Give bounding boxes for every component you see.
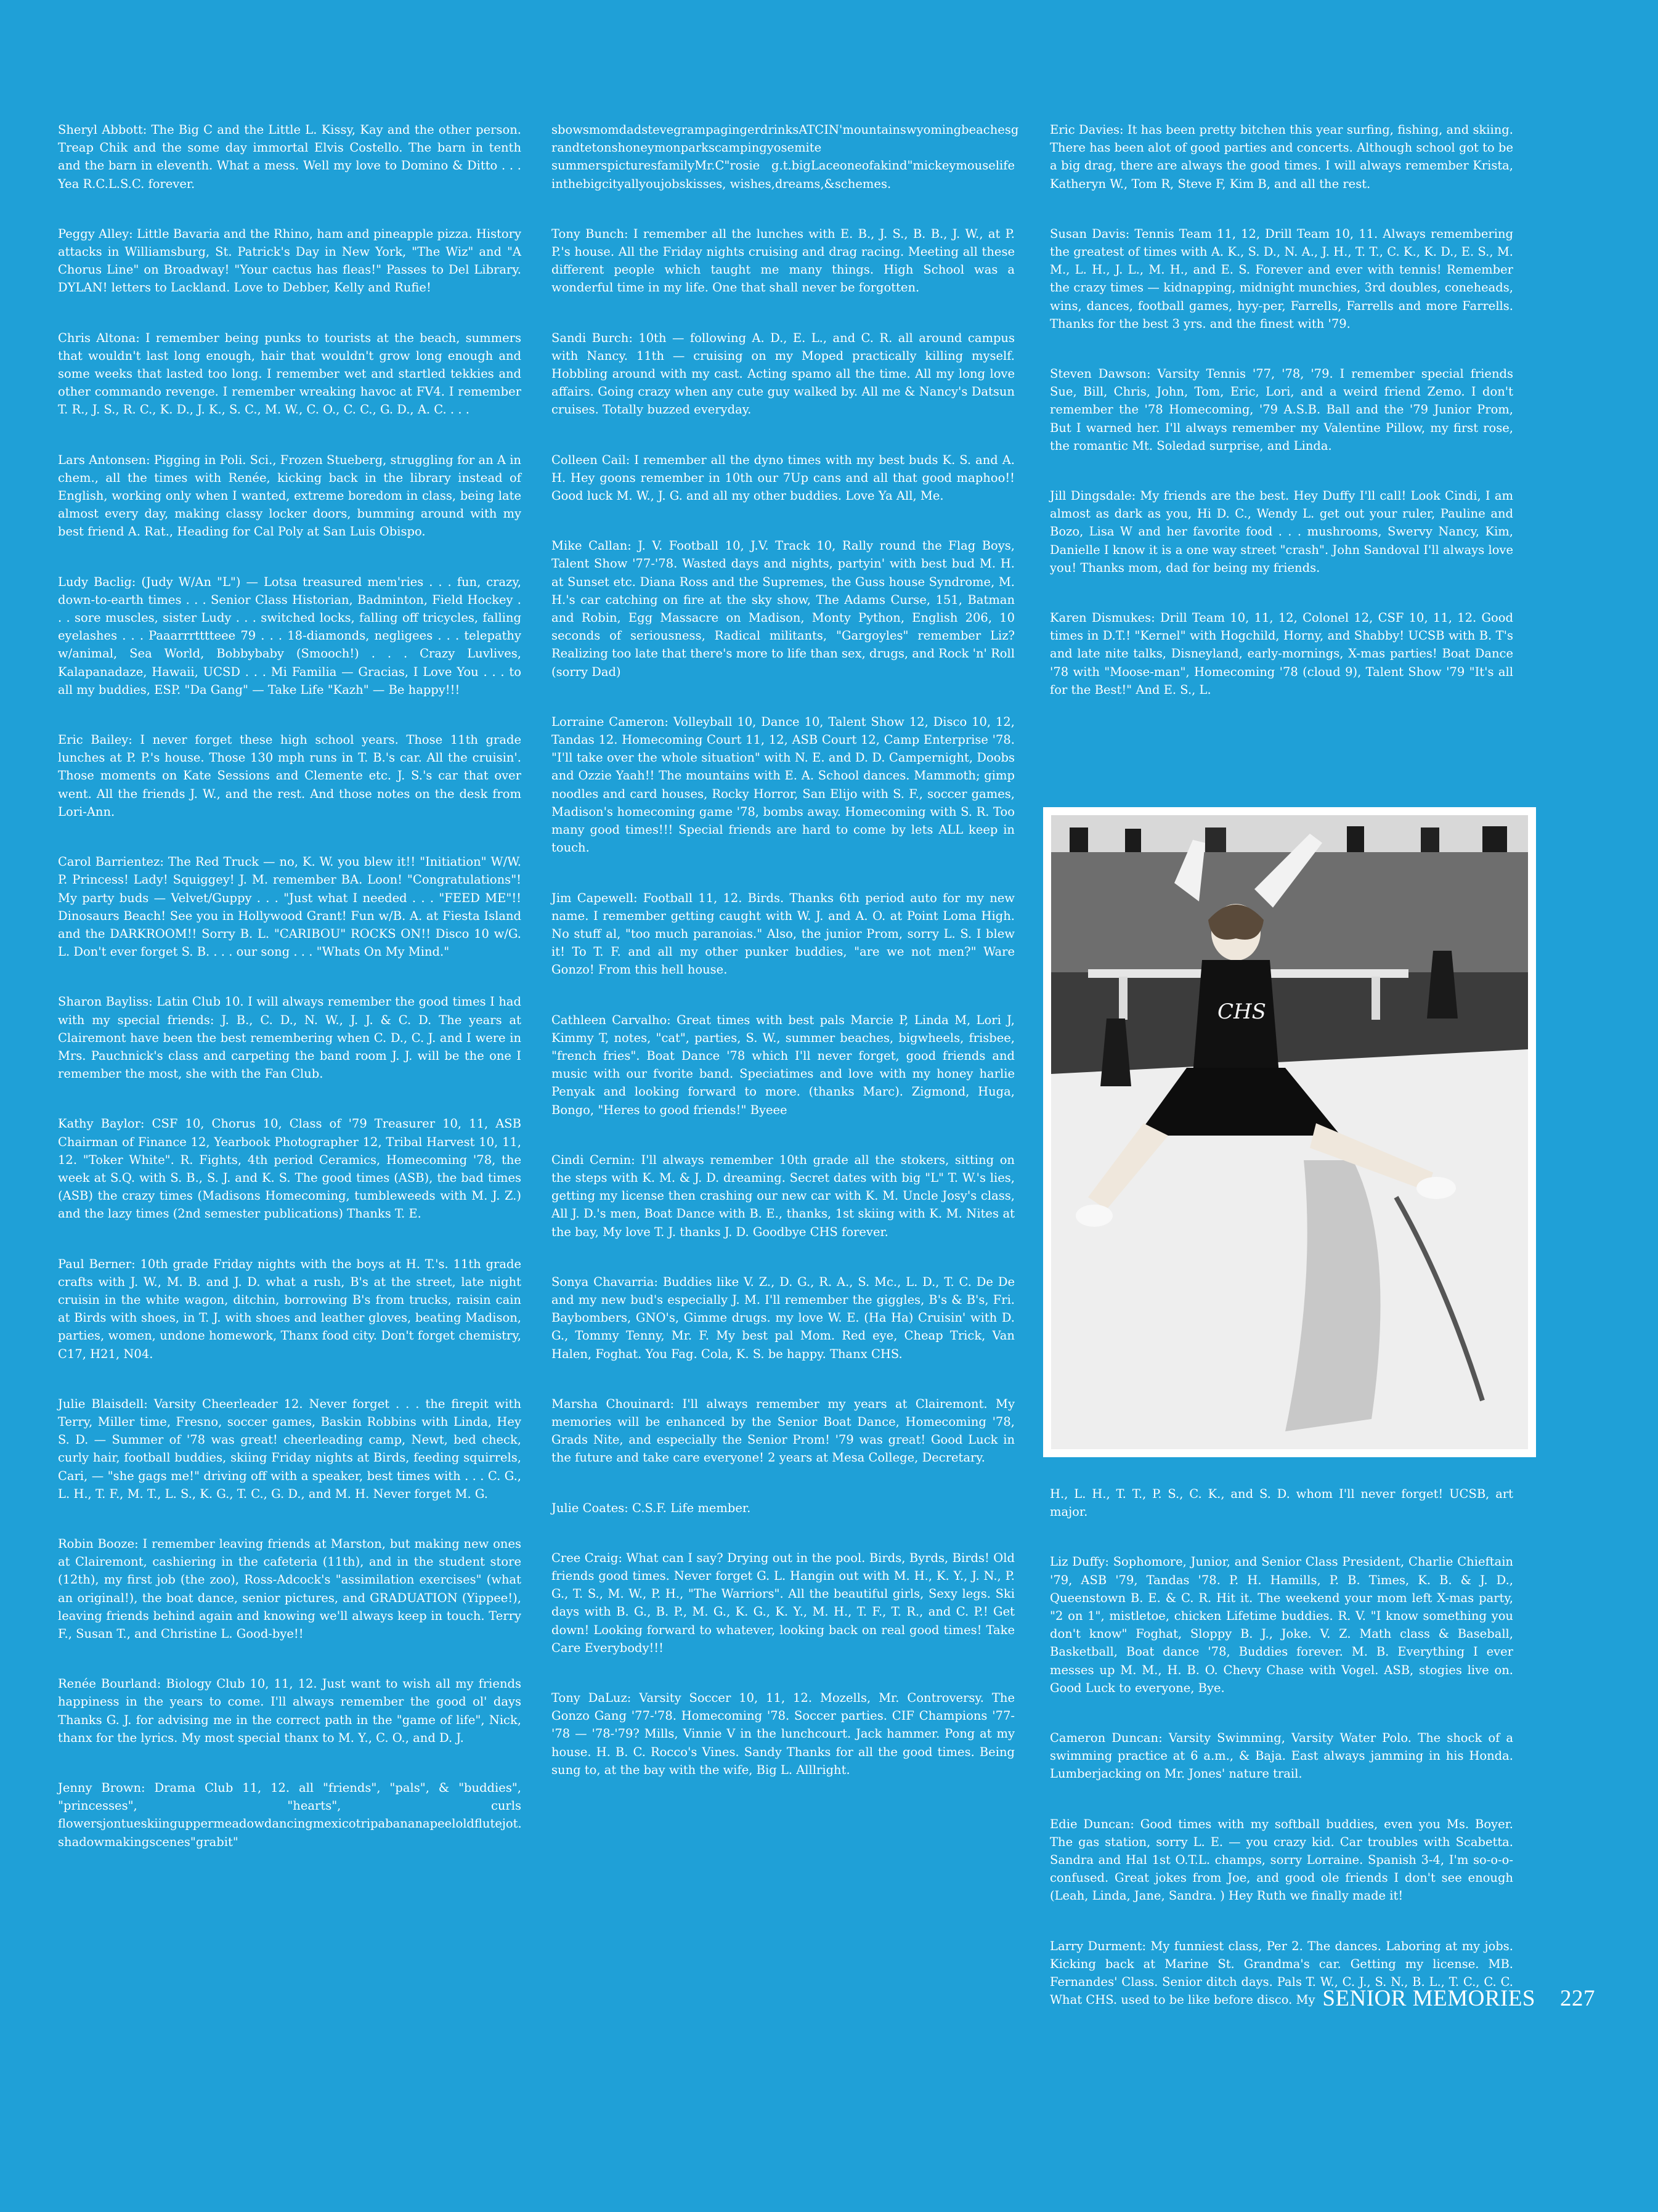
memory-entry: Colleen Cail: I remember all the dyno times with my best buds K. S. and A. H. Hey goons remember in 10th our 7Up cans and all that good maphoo!! Good luck M. W., J. G. and all my other buddies. Love Ya All, Me. [551, 452, 1015, 503]
memory-entry: Cree Craig: What can I say? Drying out in the pool. Birds, Byrds, Birds! Old friends good times. Never forget G. L. Hangin out with M. H., K. Y., J. N., P. G., T. S., M. W., P. H., "The Warriors". All the beautiful girls, Sexy legs. Ski days with B. G., B. P., M. G., K. G., K. Y., M. H., T. F., T. R., and C. P.! Get down! Looking forward to whatever, looking back on real good times! Take Care Everybody!!! [551, 1550, 1015, 1655]
memory-entry: Lars Antonsen: Pigging in Poli. Sci., Frozen Stueberg, struggling for an A in chem., all the times with Renée, kicking back in the library instead of English, working only when I wanted, extreme boredom in class, being late almost every day, making classy locker doors, bumming around with my best friend A. Rat., Heading for Cal Poly at San Luis Obispo. [58, 452, 521, 539]
memory-entry: Jim Capewell: Football 11, 12. Birds. Thanks 6th period auto for my new name. I remember getting caught with W. J. and A. O. at Point Loma High. No stuff al, "too much paranoias." Also, the junior Prom, sorry L. S. I blew it! To T. F. and all my other punker buddies, "are we not men?" Ware Gonzo! From this hell house. [551, 890, 1015, 977]
section-title: SENIOR MEMORIES [1322, 1986, 1535, 2011]
memory-entry: H., L. H., T. T., P. S., C. K., and S. D. whom I'll never forget! UCSB, art major. [1050, 1487, 1513, 1519]
cheerleader-photo-image [1051, 815, 1528, 1449]
memory-entry: Sandi Burch: 10th — following A. D., E. L., and C. R. all around campus with Nancy. 11th — cruising on my Moped practically killing myself. Hobbling around with my cast. Acting spamo all the time. All my long love affairs. Going crazy when any cute guy walked by. All me & Nancy's Datsun cruises. Totally buzzed everyday. [551, 330, 1015, 417]
memory-entry: Sonya Chavarria: Buddies like V. Z., D. G., R. A., S. Mc., L. D., T. C. De De and my new bud's especially J. M. I'll remember the giggles, B's & B's, Fri. Baybombers, GNO's, Gimme drugs. my love W. E. (Ha Ha) Cruisin' with D. G., Tommy Tenny, Mr. F. My best pal Mom. Red eye, Cheap Trick, Van Halen, Foghat. You Fag. Cola, K. S. be happy. Thanx CHS. [551, 1274, 1015, 1361]
memory-entry: Robin Booze: I remember leaving friends at Marston, but making new ones at Clairemont, cashiering in the cafeteria (11th), and in the student store (12th), my first job (the zoo), Ross-Adcock's "assimilation exercises" (what an original!), the boat dance, senior pictures, and GRADUATION (Yippee!), leaving friends behind again and knowing we'll always keep in touch. Terry F., Susan T., and Christine L. Good-bye!! [58, 1536, 521, 1641]
cheerleader-photo [1043, 807, 1536, 1457]
memory-entry: Cameron Duncan: Varsity Swimming, Varsity Water Polo. The shock of a swimming practice at 6 a.m., & Baja. East always jamming in his Honda. Lumberjacking on Mr. Jones' nature trail. [1050, 1731, 1513, 1781]
jersey-text: CHS [1217, 999, 1266, 1024]
memory-entry: Susan Davis: Tennis Team 11, 12, Drill Team 10, 11. Always remembering the greatest of times with A. K., S. D., N. A., J. H., T. T., C. K., K. D., E. S., M. M., L. H., J. L., M. H., and E. S. Forever and ever with tennis! Remember the crazy times — kidnapping, midnight munchies, 3rd doubles, coneheads, wins, dances, football games, hyy-per, Farrells, Farrells and more Farrells. Thanks for the best 3 yrs. and the finest with '79. [1050, 226, 1513, 331]
memory-entry: Sharon Bayliss: Latin Club 10. I will always remember the good times I had with my special friends: J. B., C. D., N. W., J. J. & C. D. The years at Clairemont have been the best remembering when C. D., C. J. and I were in Mrs. Pauchnick's class and carpeting the band room J. J. will be the one I remember the most, she with the Fan Club. [58, 994, 521, 1081]
memory-entry: Ludy Baclig: (Judy W/An "L") — Lotsa treasured mem'ries . . . fun, crazy, down-to-earth times . . . Senior Class Historian, Badminton, Field Hockey . . . sore muscles, sister Ludy . . . switched locks, falling off tricycles, falling eyelashes . . . Paaarrrtttteee 79 . . . 18-diamonds, negligees . . . telepathy w/animal, Sea World, Bobbybaby (Smooch!) . . . Crazy Luvlives, Kalapanadaze, Hawaii, UCSD . . . Mi Familia — Gracias, I Love You . . . to all my buddies, ESP. "Da Gang" — Take Life "Kazh" — Be happy!!! [58, 574, 521, 697]
memory-entry: Edie Duncan: Good times with my softball buddies, even you Ms. Boyer. The gas station, sorry L. E. — you crazy kid. Car troubles with Scabetta. Sandra and Hal 1st O.T.L. champs, sorry Lorraine. Spanish 3-4, I'm so-o-o- confused. Great jokes from Joe, and good ole friends I don't see enough (Leah, Linda, Jane, Sandra. ) Hey Ruth we finally made it! [1050, 1816, 1513, 1903]
memory-entry: Marsha Chouinard: I'll always remember my years at Clairemont. My memories will be enhanced by the Senior Boat Dance, Homecoming '78, Grads Nite, and especially the Senior Prom! '79 was great! Good Luck in the future and take care everyone! 2 years at Mesa College, Decretary. [551, 1396, 1015, 1465]
memory-entry: Eric Bailey: I never forget these high school years. Those 11th grade lunches at P. P.'s house. Those 130 mph runs in T. B.'s car. All the cruisin'. Those moments on Kate Sessions and Clemente etc. J. S.'s car that over went. All the friends J. W., and the rest. And those notes on the desk from Lori-Ann. [58, 733, 521, 819]
memory-entry: Larry Durment: My funniest class, Per 2. The dances. Laboring at my jobs. Kicking back at Marine St. Grandma's car. Getting my license. MB. Fernandes' Class. Senior ditch days. Pals T. W., C. J., S. N., B. L., T. C., C. C. What CHS. used to be like before disco. My [1050, 1938, 1513, 2007]
memory-entry: Tony DaLuz: Varsity Soccer 10, 11, 12. Mozells, Mr. Controversy. The Gonzo Gang '77-'78. Homecoming '78. Soccer parties. CIF Champions '77-'78 — '78-'79? Mills, Vinnie V in the lunchcourt. Jack hammer. Pong at my house. H. B. C. Rocco's Vines. Sandy Thanks for all the good times. Being sung to, at the bay with the wife, Big L. Alllright. [551, 1691, 1015, 1777]
memory-entry: Julie Coates: C.S.F. Life member. [551, 1500, 751, 1515]
memory-entry: Chris Altona: I remember being punks to tourists at the beach, summers that wouldn't last long enough, hair that wouldn't grow long enough and some weeks that lasted too long. I remember wet and startled tekkies and other commando revenge. I remember wreaking havoc at FV4. I remember T. R., J. S., R. C., K. D., J. K., S. C., M. W., C. O., C. C., G. D., A. C. . . . [58, 330, 521, 417]
memory-entry: Jill Dingsdale: My friends are the best. Hey Duffy I'll call! Look Cindi, I am almost as dark as you, Hi D. C., Wendy L. get out your ruler, Pauline and Bozo, Lisa W and her favorite food . . . mushrooms, Swervy Nancy, Kim, Danielle I know it is a one way street "crash". John Sandoval I'll always love you! Thanks mom, dad for being my friends. [1050, 489, 1513, 575]
memory-entry: Steven Dawson: Varsity Tennis '77, '78, '79. I remember special friends Sue, Bill, Chris, John, Tom, Eric, Lori, and a weird friend Zemo. I don't remember the '78 Homecoming, '79 A.S.B. Ball and the '79 Junior Prom, But I warned her. I'll always remember my Valentine Pillow, my first rose, the romantic Mt. Soledad surprise, and Linda. [1050, 367, 1513, 453]
column-1 [58, 121, 521, 1883]
memory-entry: Cathleen Carvalho: Great times with best pals Marcie P, Linda M, Lori J, Kimmy T, notes, "cat", parties, S. W., summer beaches, bigwheels, frisbee, "french fries". Boat Dance '78 which I'll never forget, good friends and music with our fvorite band. Speciatimes and love with my honey harlie Penyak and looking forward to more. (thanks Marc). Zigmond, Huga, Bongo, "Heres to good friends!" Byeee [551, 1012, 1015, 1117]
memory-entry: Carol Barrientez: The Red Truck — no, K. W. you blew it!! "Initiation" W/W. P. Princess! Lady! Squiggey! J. M. remember BA. Loon! "Congratulations"! My party buds — Velvet/Guppy . . . "Just what I needed . . . "FEED ME"!! Dinosaurs Beach! See you in Hollywood Grant! Fun w/B. A. at Fiesta Island and the DARKROOM!! Sorry B. L. "CARIBOU" ROCKS ON!! Disco 10 w/G. L. Don't ever forget S. B. . . . our song . . . "Whats On My Mind." [58, 855, 521, 959]
memory-entry: sbowsmomdadstevegrampagingerdrinksATCIN'mountainswyomingbeachesg randtetonshoneymonparkscampingyosemite summerspicturesfamilyMr.C"rosie g.t.bigLaceoneofakind"mickeymouselife inthebigcityallyoujobskisses, wishes,dreams,&schemes. [551, 123, 1019, 191]
memory-entry: Renée Bourland: Biology Club 10, 11, 12. Just want to wish all my friends happiness in the years to come. I'll always remember the good ol' days Thanks G. J. for advising me in the correct path in the "game of life", Nick, thanx for the lyrics. My most special thanx to M. Y., C. O., and D. J. [58, 1677, 521, 1745]
column-3-continued [1050, 1485, 1513, 2041]
column-2 [551, 121, 1019, 1811]
column-3 [1050, 121, 1513, 731]
page-footer [1322, 1985, 1595, 2012]
memory-entry: Jenny Brown: Drama Club 11, 12. all "friends", "pals", & "buddies", "princesses", "hearts", curls flowersjontueskiinguppermeadowdancingmexicotripabananapeeloldflutejot. shadowmakingscenes"grabit" [58, 1781, 522, 1849]
memory-entry: Paul Berner: 10th grade Friday nights with the boys at H. T.'s. 11th grade crafts with J. W., M. B. and J. D. what a rush, B's at the street, late night cruisin in the white wagon, ditchin, borrowing B's from trucks, raisin cain at Birds with shoes, in T. J. with shoes and leather gloves, beating Madison, parties, women, undone homework, Thanx food city. Don't forget chemistry, C17, H21, N04. [58, 1256, 521, 1361]
page-number: 227 [1560, 1986, 1595, 2011]
memory-entry: Tony Bunch: I remember all the lunches with E. B., J. S., B. B., J. W., at P. P.'s house. All the Friday nights cruising and drag racing. Meeting all these different people which taught me many things. High School was a wonderful time in my life. One that shall never be forgotten. [551, 226, 1015, 295]
memory-entry: Mike Callan: J. V. Football 10, J.V. Track 10, Rally round the Flag Boys, Talent Show '77-'78. Wasted days and nights, partyin' with best bud M. H. at Sunset etc. Diana Ross and the Supremes, the Guss house Syndrome, M. H.'s car catching on fire at the sky show, The Adams Curse, 151, Batman and Robin, Egg Massacre on Madison, Monty Python, English 206, 10 seconds of seriousness, Radical militants, "Gargoyles" remember Liz? Realizing too late that there's more to life than sex, drugs, and Rock 'n' Roll (sorry Dad) [551, 539, 1015, 679]
memory-entry: Lorraine Cameron: Volleyball 10, Dance 10, Talent Show 12, Disco 10, 12, Tandas 12. Homecoming Court 11, 12, ASB Court 12, Camp Enterprise '78. "I'll take over the whole situation" with N. E. and D. D. Campernight, Doobs and Ozzie Yaah!! The mountains with E. A. School dances. Mammoth; gimp noodles and card houses, Rocky Horror, San Elijo with S. F., soccer games, Madison's homecoming game '78, bombs away. Homecoming with S. R. Too many good times!!! Special friends are hard to come by lets ALL keep in touch. [551, 714, 1015, 855]
memory-entry: Peggy Alley: Little Bavaria and the Rhino, ham and pineapple pizza. History attacks in Williamsburg, St. Patrick's Day in New York, "The Wiz" and "A Chorus Line" on Broadway! "Your cactus has fleas!" Passes to Del Library. DYLAN! letters to Lackland. Love to Debber, Kelly and Rufie! [58, 226, 521, 295]
memory-entry: Karen Dismukes: Drill Team 10, 11, 12, Colonel 12, CSF 10, 11, 12. Good times in D.T.! "Kernel" with Hogchild, Horny, and Shabby! UCSB with B. T's and late nite talks, Disneyland, early-mornings, X-mas parties! Boat Dance '78 with "Moose-man", Homecoming '78 (cloud 9), Talent Show '79 "It's all for the Best!" And E. S., L. [1050, 611, 1513, 697]
memory-entry: Julie Blaisdell: Varsity Cheerleader 12. Never forget . . . the firepit with Terry, Miller time, Fresno, soccer games, Baskin Robbins with Linda, Hey S. D. — Summer of '78 was great! cheerleading camp, Newt, bed check, curly hair, football buddies, skiing Friday nights at Birds, feeding squirrels, Cari, — "she gags me!" driving off with a speaker, best times with . . . C. G., L. H., T. F., M. T., L. S., K. G., T. C., G. D., and M. H. Never forget M. G. [58, 1396, 521, 1501]
memory-entry: Eric Davies: It has been pretty bitchen this year surfing, fishing, and skiing. There has been alot of good parties and concerts. Although school got to be a big drag, there are always the good times. I will always remember Krista, Katheryn W., Tom R, Steve F, Kim B, and all the rest. [1050, 123, 1513, 191]
memory-entry: Liz Duffy: Sophomore, Junior, and Senior Class President, Charlie Chieftain '79, ASB '79, Tandas '78. P. H. Hamills, P. B. Times, K. B. & J. D., Queenstown B. E. & C. R. Hit it. The weekend your mom left X-mas party, "2 on 1", mistletoe, chicken Lifetime buddies. R. V. "I know something you don't know" Foghat, Sloppy B. J., Joke. V. Z. Math class & Baseball, Basketball, Boat dance '78, Buddies forever. M. B. Everything I ever messes up M. M., H. B. O. Chevy Chase with Vogel. ASB, stogies live on. Good Luck to everyone, Bye. [1050, 1555, 1513, 1695]
memory-entry: Cindi Cernin: I'll always remember 10th grade all the stokers, sitting on the steps with K. M. & J. D. dreaming. Secret dates with big "L" T. W.'s lies, getting my license then crashing our new car with K. M. Uncle Josy's class, All J. D.'s men, Boat Dance with B. E., thanks, 1st skiing with K. M. Nites at the bay, My love T. J. thanks J. D. Goodbye CHS forever. [551, 1152, 1015, 1239]
memory-entry: Kathy Baylor: CSF 10, Chorus 10, Class of '79 Treasurer 10, 11, ASB Chairman of Finance 12, Yearbook Photographer 12, Tribal Harvest 10, 11, 12. "Toker White". R. Fights, 4th period Ceramics, Homecoming '78, the week at S.Q. with S. B., S. J. and K. S. The good times (ASB), the bad times (ASB) the crazy times (Madisons Homecoming, tumbleweeds with M. J. Z.) and the lazy times (2nd semester publications) Thanks T. E. [58, 1116, 521, 1221]
memory-entry: Sheryl Abbott: The Big C and the Little L. Kissy, Kay and the other person. Treap Chik and the some day immortal Elvis Costello. The barn in tenth and the barn in eleventh. What a mess. Well my love to Domino & Ditto . . . Yea R.C.L.S.C. forever. [58, 123, 521, 191]
